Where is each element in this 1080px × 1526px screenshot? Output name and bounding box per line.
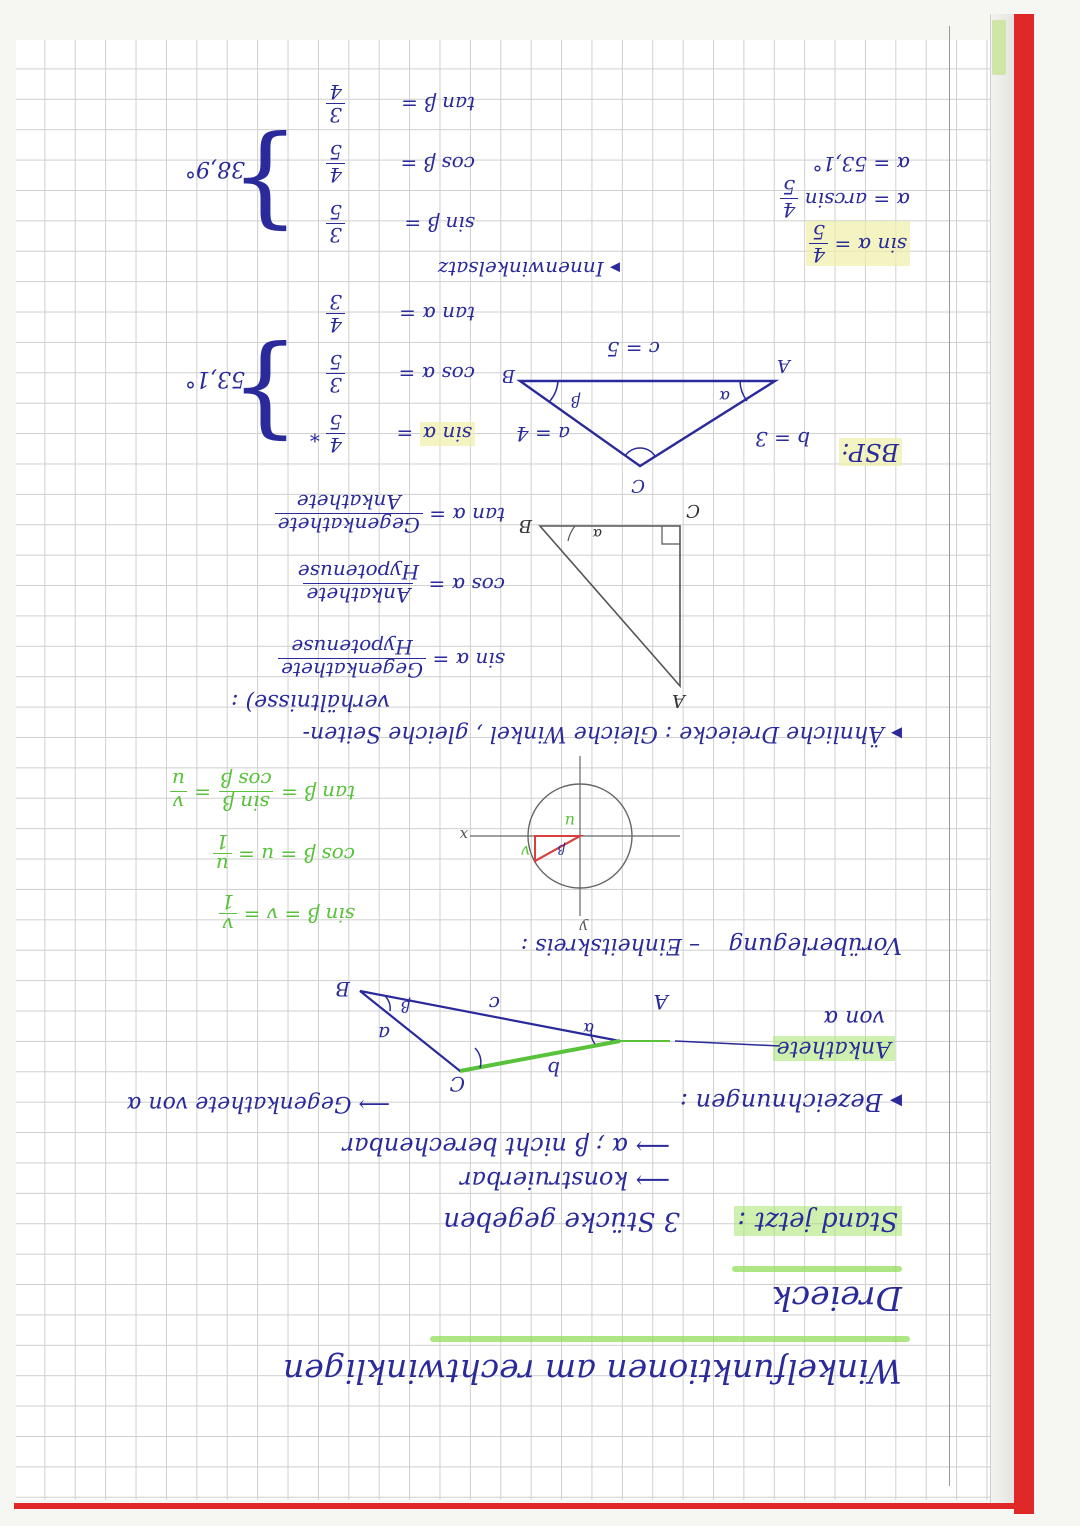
page-title: Winkelfunktionen am rechtwinkligen [283, 1352, 902, 1391]
circle-u: u [564, 812, 575, 831]
bsp-tan-beta: tan β = [401, 92, 475, 116]
tri1-b: b [547, 1057, 560, 1081]
result-alpha: 53,1° [185, 366, 245, 391]
bezeichnungen-label: ▸ Bezeichnungen : [679, 1088, 902, 1116]
innenwinkel-label: ▸ Innenwinkelsatz [437, 257, 620, 281]
tri2-B: B [518, 515, 532, 536]
page-title-line2: Dreieck [771, 1279, 902, 1318]
bsp-cos-beta: cos β = [400, 152, 475, 176]
tri1-A: A [653, 990, 668, 1014]
bsp-tanb-val: 3 4 [326, 81, 345, 126]
aehnliche-label2: verhältnisse) : [231, 689, 390, 714]
circle-v: v [520, 842, 530, 861]
vor-tan: tan β = sin β cos β = v u [169, 769, 355, 814]
bsp-tan-alpha: tan α = [399, 302, 475, 326]
tri3-beta: β [570, 392, 580, 411]
bsp-b: b = 3 [755, 427, 810, 451]
tri3-B: B [501, 365, 515, 386]
tri1-alpha: α [583, 1019, 594, 1038]
circle-beta: β [557, 841, 565, 856]
vorueberlegung-sub: – Einheitskreis : [520, 933, 700, 958]
tri2-A: A [672, 690, 685, 711]
side-calc: sin α = 4 5 α = arcsin 4 5 α = 53,1° [780, 152, 910, 266]
stand-label: Stand jetzt : [734, 1206, 902, 1236]
tri1-beta: β [400, 997, 410, 1016]
tri1-a: a [378, 1022, 390, 1046]
vor-sin: sin β = v = v 1 [219, 891, 355, 936]
tri1-c: c [488, 992, 500, 1016]
circle-axis-x: x [459, 826, 468, 844]
bsp-cosb-val: 4 5 [326, 141, 345, 186]
tri3-C: C [631, 475, 645, 496]
bsp-a: a = 4 [515, 422, 570, 446]
tri3-alpha: α [719, 387, 730, 406]
ankathete-label: Ankathete [773, 1036, 895, 1061]
gegenkathete-label: ⟶ Gegenkathete von α [126, 1091, 390, 1116]
tri3-A: A [777, 355, 790, 376]
aehnliche-label: ▸ Ähnliche Dreiecke : Gleiche Winkel , gleiche Seiten- [302, 721, 902, 746]
vor-cos: cos β = u = u 1 [213, 831, 355, 876]
tri1-C: C [449, 1072, 465, 1096]
circle-axis-y: y [579, 918, 588, 936]
stand-arrow-1: ⟶ konstruierbar [460, 1166, 670, 1194]
bsp-sin-val: 4 5 * [310, 411, 345, 456]
tri1-B: B [335, 977, 350, 1001]
tri2-C: C [686, 500, 700, 521]
bsp-c: c = 5 [606, 337, 660, 361]
bsp-tan-val: 4 3 [326, 291, 345, 336]
bsp-label: BSP: [839, 438, 902, 466]
bsp-sin-alpha: sin α = [396, 422, 475, 446]
bsp-cos-alpha: cos α = [398, 362, 475, 386]
formula-tan: tan α = Gegenkathete Ankathete [275, 491, 505, 536]
result-beta: 38,9° [185, 156, 245, 181]
stand-arrow-2: ⟶ α ; β nicht berechenbar [342, 1132, 670, 1160]
tri2-alpha: α [592, 525, 602, 541]
formula-sin: sin α = Gegenkathete Hypotenuse [278, 636, 505, 681]
brace-beta: } [230, 122, 300, 250]
formula-cos: cos α = Ankathete Hypotenuse [297, 560, 505, 607]
bsp-cos-val: 3 5 [326, 351, 345, 396]
bsp-sin-beta: sin β = [404, 212, 475, 236]
vorueberlegung-label: Vorüberlegung [728, 932, 902, 958]
ankathete-von: von α [823, 1005, 885, 1030]
bsp-sinb-val: 3 5 [326, 201, 345, 246]
brace-alpha: } [230, 332, 300, 460]
stand-text: 3 Stücke gegeben [443, 1206, 680, 1236]
